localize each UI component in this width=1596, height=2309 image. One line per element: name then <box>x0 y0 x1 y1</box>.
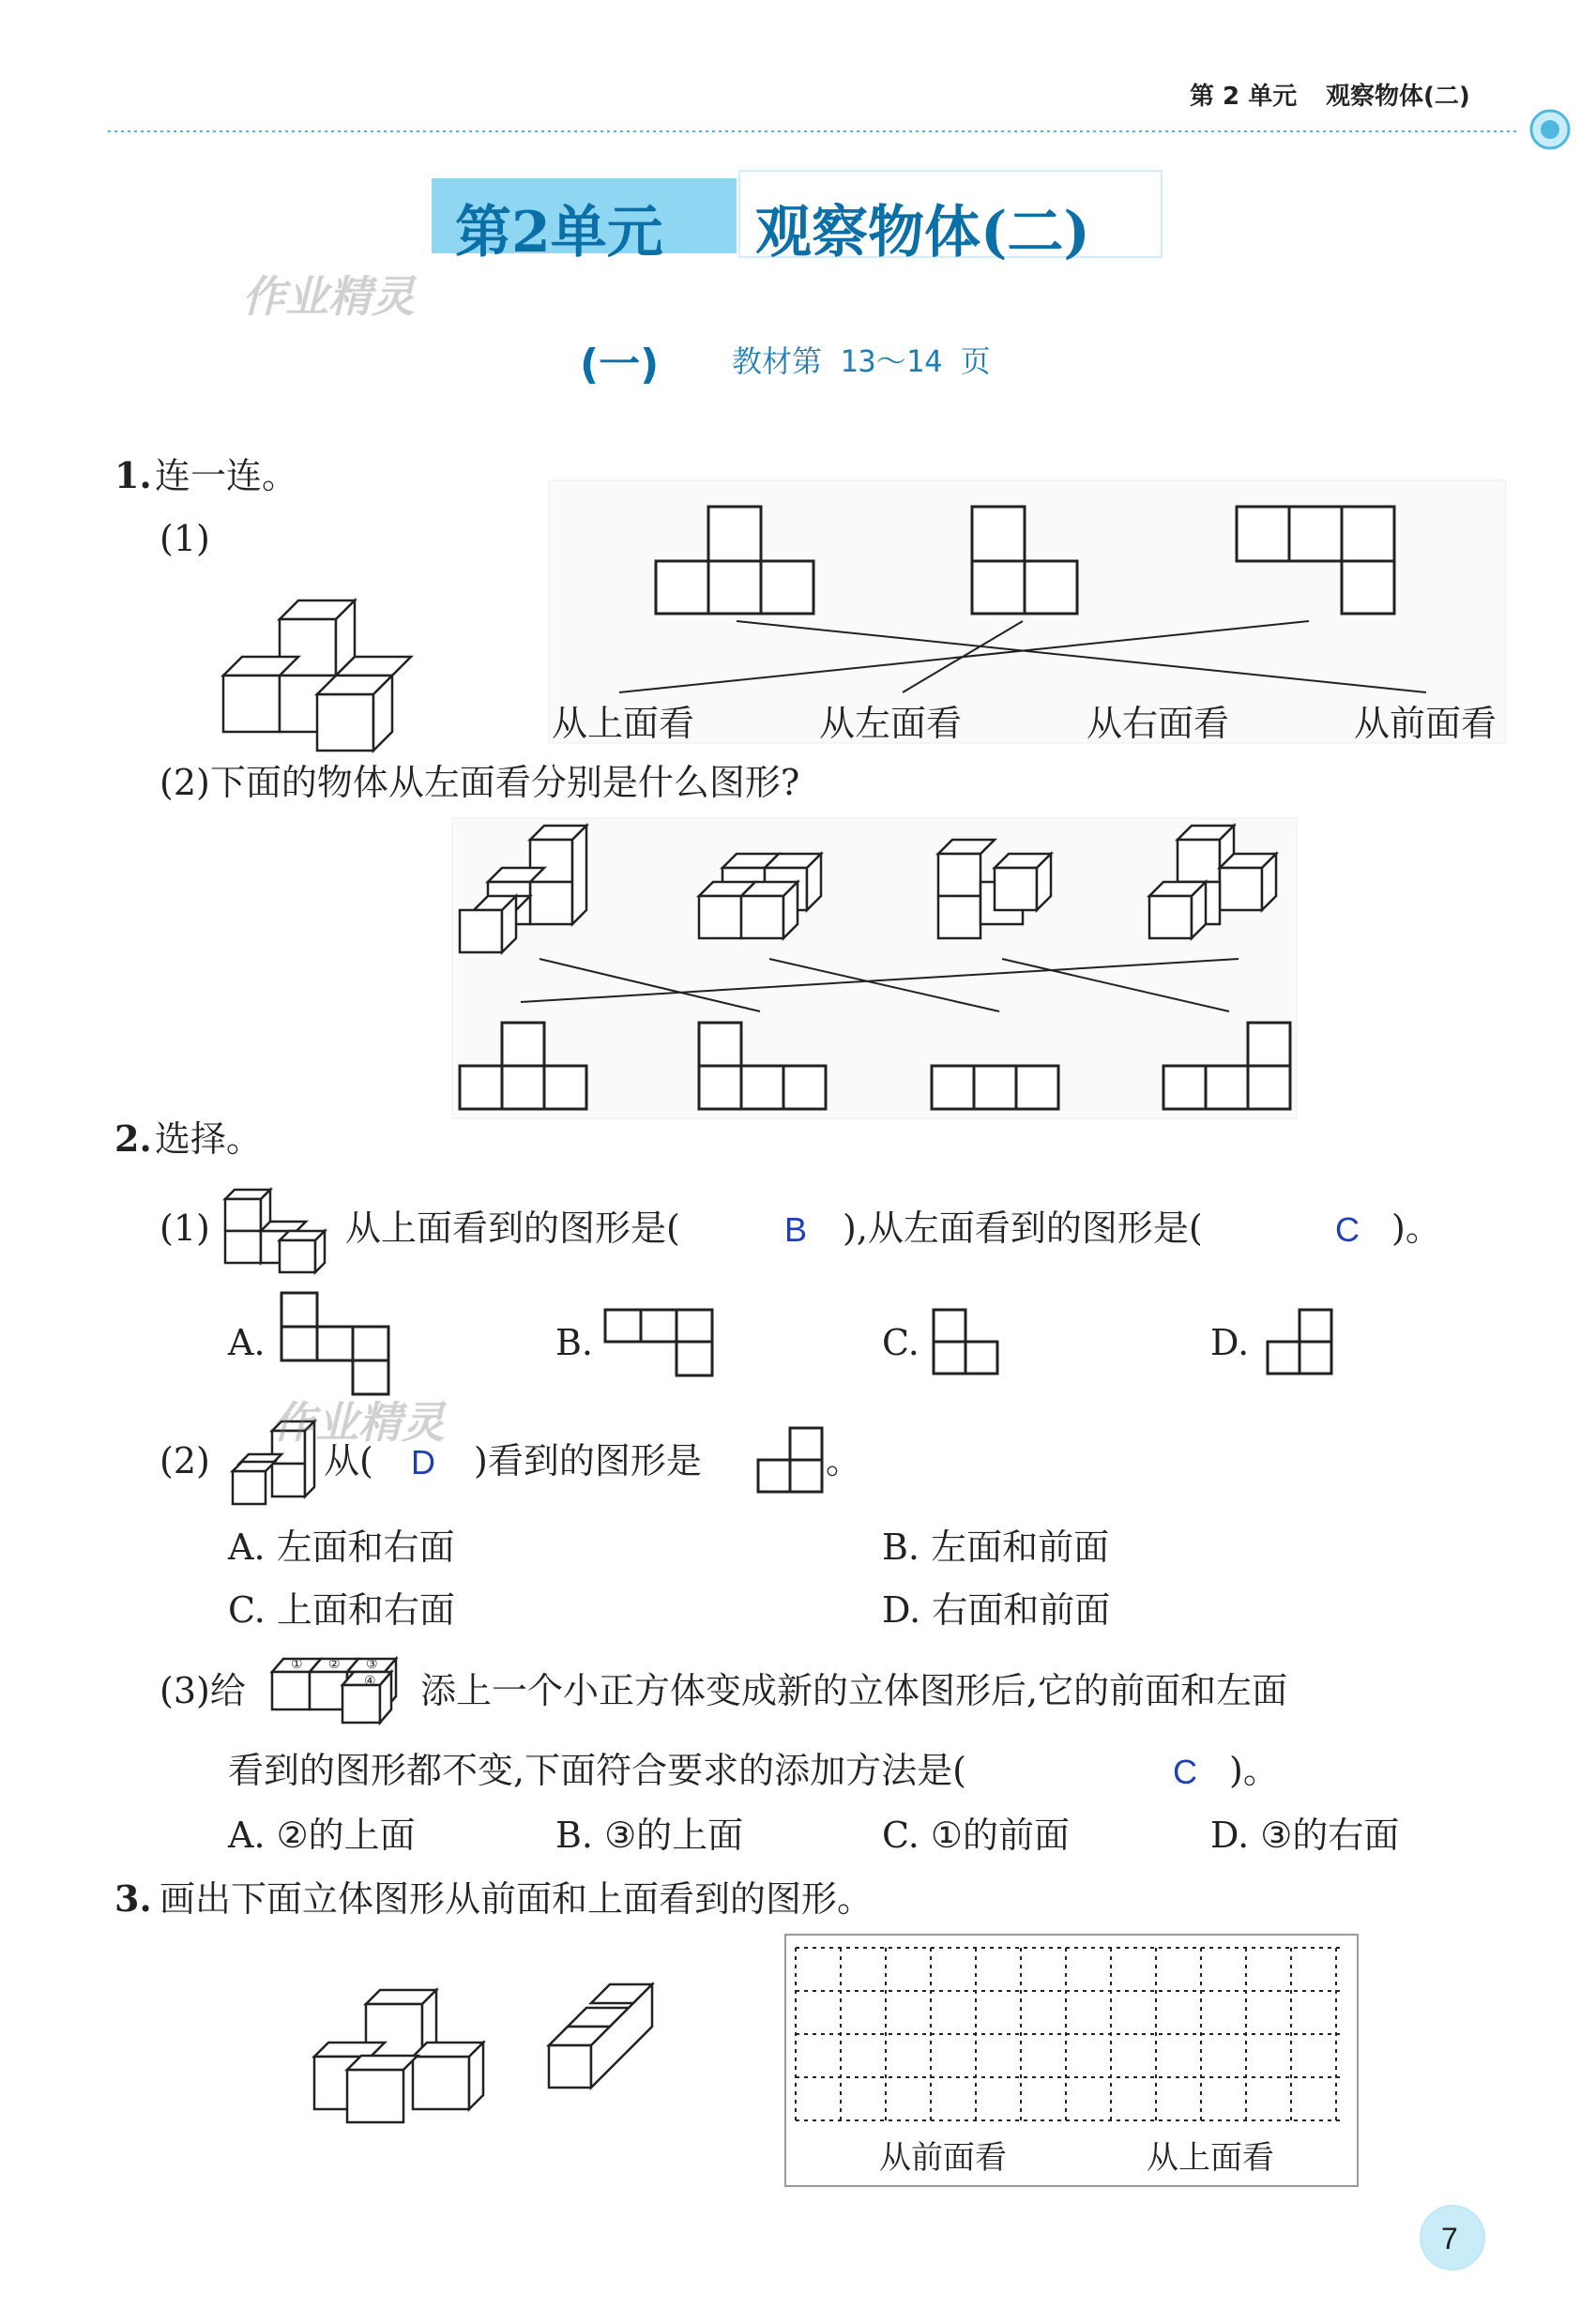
q2-1-option-c-figure <box>934 1310 997 1374</box>
q2-1-option-a-figure <box>281 1293 388 1394</box>
q2-1-answer-b: C <box>1335 1210 1360 1249</box>
q2-3-mark-4: ④ <box>364 1674 376 1689</box>
q2-2-option-c: C. 上面和右面 <box>228 1589 455 1631</box>
q1-view-front: 从前面看 <box>1354 703 1497 744</box>
q2-1-text-b: ),从左面看到的图形是( <box>843 1208 1203 1249</box>
q2-2-text-b: )看到的图形是 <box>474 1440 702 1481</box>
section-pages: 教材第 13～14 页 <box>732 343 991 379</box>
q1-2-flat-3 <box>932 1066 1058 1109</box>
q2-1-option-b-figure <box>605 1310 712 1375</box>
q2-1-label: (1) <box>160 1208 210 1249</box>
q2-3-mark-3: ③ <box>366 1657 378 1672</box>
q2-number: 2. <box>114 1117 152 1160</box>
q2-1-option-a: A. <box>228 1322 266 1363</box>
q2-1-inline-solid <box>225 1190 325 1272</box>
q2-3-answer: C <box>1173 1753 1197 1791</box>
q2-2-inline-view <box>758 1428 822 1492</box>
watermark-middle: 作业精灵 <box>272 1397 445 1448</box>
q3-label-top: 从上面看 <box>1147 2139 1274 2177</box>
q2-2-option-b: B. 左面和前面 <box>882 1527 1110 1568</box>
q3-title: 画出下面立体图形从前面和上面看到的图形。 <box>160 1878 874 1920</box>
q1-title: 连一连。 <box>155 455 298 496</box>
q1-sub1-label: (1) <box>160 518 210 559</box>
q2-3-text-a: 添上一个小正方体变成新的立体图形后,它的前面和左面 <box>420 1670 1288 1711</box>
watermark-top: 作业精灵 <box>242 271 415 322</box>
q2-3-option-d: D. ③的右面 <box>1210 1815 1400 1856</box>
q1-view-right: 从右面看 <box>1087 703 1230 744</box>
q1-solid-figure <box>223 600 411 751</box>
q1-view-top: 从上面看 <box>552 703 695 744</box>
q3-number: 3. <box>114 1877 152 1920</box>
q2-2-label: (2) <box>160 1440 210 1481</box>
q1-view-left: 从左面看 <box>819 703 963 744</box>
q2-3-option-a: A. ②的上面 <box>228 1815 416 1856</box>
section-label: (一) <box>580 341 660 388</box>
header-unit-name: 观察物体(二) <box>1326 83 1470 111</box>
q1-sub2-question: (2)下面的物体从左面看分别是什么图形? <box>160 762 800 803</box>
q2-1-text-a: 从上面看到的图形是( <box>345 1208 680 1249</box>
q3-label-front: 从前面看 <box>879 2139 1007 2177</box>
q2-2-text-c: 。 <box>826 1440 862 1481</box>
q2-1-option-b: B. <box>555 1322 594 1363</box>
q2-2-answer: D <box>411 1443 435 1481</box>
q2-2-option-d: D. 右面和前面 <box>882 1589 1111 1631</box>
q2-3-mark-1: ① <box>291 1657 303 1672</box>
q2-2-text-a: 从( <box>324 1440 373 1481</box>
header-circle-inner <box>1541 120 1559 139</box>
q2-3-text-c: )。 <box>1229 1750 1279 1791</box>
title-unit: 第2单元 <box>455 200 663 266</box>
q2-3-text-b: 看到的图形都不变,下面符合要求的添加方法是( <box>228 1750 966 1791</box>
q1-number: 1. <box>114 454 152 496</box>
q2-1-text-c: )。 <box>1391 1208 1441 1249</box>
q3-solid-1 <box>314 1990 483 2122</box>
q2-3-option-c: C. ①的前面 <box>882 1815 1070 1856</box>
q2-1-option-d-figure <box>1268 1310 1331 1374</box>
title-name: 观察物体(二) <box>755 200 1090 266</box>
q2-3-mark-2: ② <box>328 1657 341 1672</box>
q2-3-option-b: B. ③的上面 <box>555 1815 744 1856</box>
q2-1-option-d: D. <box>1210 1322 1250 1363</box>
page-number: 7 <box>1441 2222 1458 2256</box>
q2-1-option-c: C. <box>882 1322 920 1363</box>
q3-solid-2 <box>549 1984 652 2088</box>
q2-title: 选择。 <box>155 1118 263 1160</box>
header-unit-label: 第 2 单元 <box>1190 83 1298 111</box>
q2-1-answer-a: B <box>784 1210 808 1249</box>
q2-2-option-a: A. 左面和右面 <box>228 1527 455 1568</box>
q2-3-label: (3)给 <box>160 1670 246 1711</box>
